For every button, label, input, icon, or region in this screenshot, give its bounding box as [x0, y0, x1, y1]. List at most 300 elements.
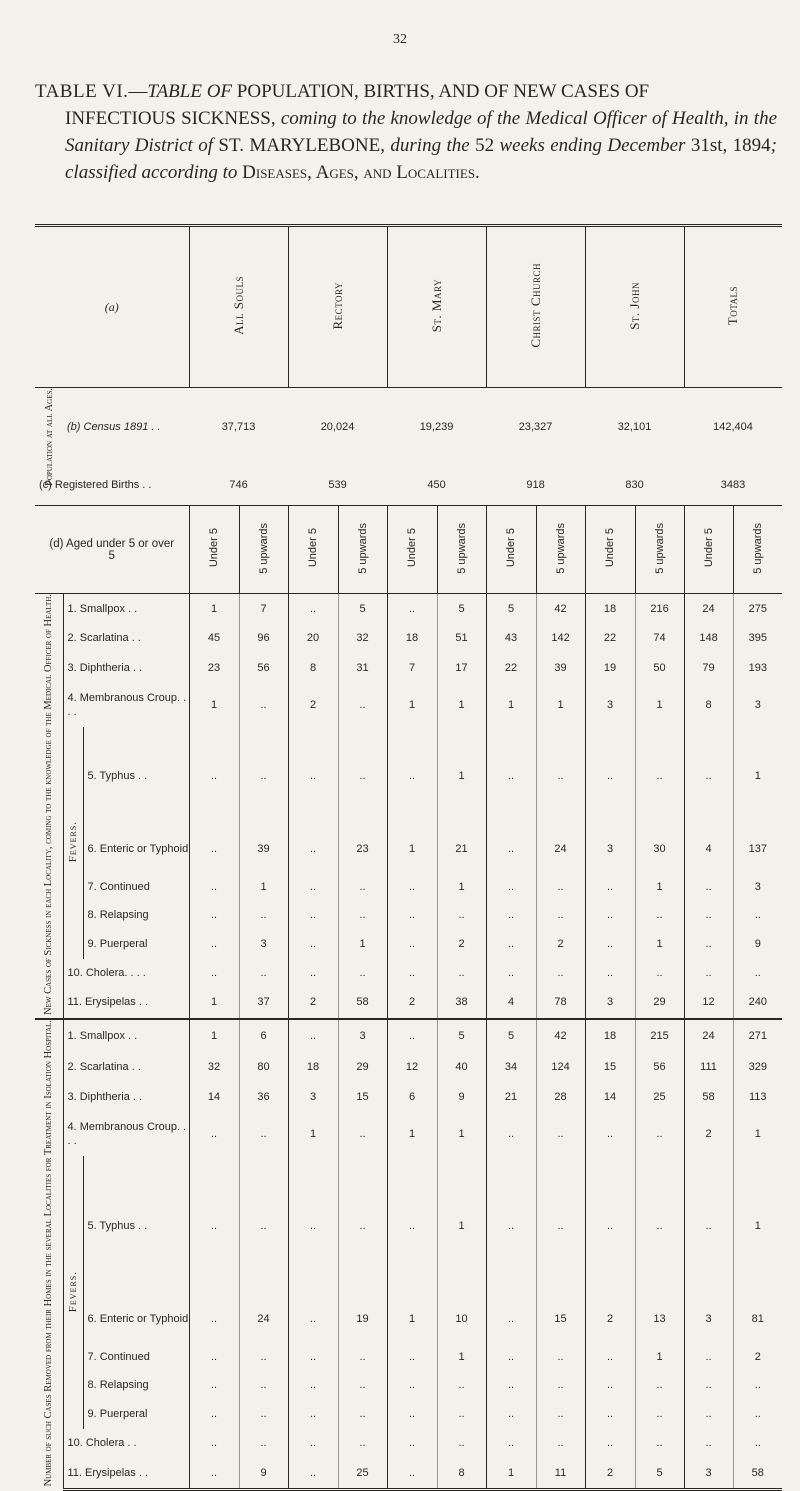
heading-weeks-ending: weeks ending December — [499, 135, 686, 156]
case-count: .. — [536, 873, 585, 901]
case-count: 4 — [684, 825, 733, 873]
table-label: TABLE VI. — [35, 81, 129, 102]
case-count: .. — [585, 901, 635, 929]
case-count: .. — [733, 959, 782, 987]
case-count: 3 — [733, 873, 782, 901]
case-count: .. — [288, 1371, 338, 1399]
case-count: 1 — [635, 683, 684, 727]
case-count: 142 — [536, 624, 585, 653]
case-count: 216 — [635, 594, 684, 624]
census-value: 37,713 — [189, 388, 288, 466]
heading-infectious: INFECTIOUS SICKNESS, — [65, 108, 276, 129]
case-count: 42 — [536, 1019, 585, 1053]
case-count: .. — [288, 1457, 338, 1489]
case-count: 113 — [733, 1082, 782, 1112]
age-column-text: Under 5 — [307, 528, 320, 568]
census-value: 23,327 — [486, 388, 585, 466]
case-count: .. — [338, 683, 387, 727]
case-count: .. — [189, 727, 239, 825]
age-column-header — [387, 506, 437, 594]
case-count: .. — [684, 901, 733, 929]
disease-label: 2. Scarlatina . . — [63, 624, 189, 653]
district-name: St. Mary — [428, 278, 444, 333]
case-count: .. — [288, 1295, 338, 1343]
section-title: Number of such Cases Removed from their Homes in the several Localities for Treatment in Isolation Hospital. — [43, 1019, 55, 1487]
case-count: 79 — [684, 653, 733, 683]
case-count: 8 — [288, 653, 338, 683]
case-count: .. — [585, 727, 635, 825]
age-column-text: 5 upwards — [257, 522, 270, 574]
case-count: .. — [684, 929, 733, 959]
case-count: .. — [635, 727, 684, 825]
case-count: .. — [585, 873, 635, 901]
disease-label: 4. Membranous Croup. . . . — [63, 683, 189, 727]
disease-row — [35, 1112, 782, 1156]
case-count: 1 — [635, 873, 684, 901]
case-count: .. — [486, 1295, 536, 1343]
births-value: 3483 — [720, 479, 746, 492]
disease-label: 6. Enteric or Typhoid — [83, 825, 189, 873]
case-count: 9 — [239, 1457, 288, 1489]
case-count: 124 — [536, 1053, 585, 1082]
case-count: 24 — [684, 1019, 733, 1053]
case-count: .. — [387, 727, 437, 825]
case-count: 24 — [239, 1295, 288, 1343]
case-count: .. — [536, 1399, 585, 1429]
case-count: 39 — [239, 825, 288, 873]
case-count: .. — [387, 1399, 437, 1429]
births-value: 539 — [328, 479, 347, 492]
case-count: .. — [338, 1156, 387, 1295]
age-column-header — [733, 506, 782, 594]
case-count: .. — [486, 1112, 536, 1156]
case-count: .. — [585, 1371, 635, 1399]
case-count: 50 — [635, 653, 684, 683]
case-count: 25 — [635, 1082, 684, 1112]
case-count: 24 — [536, 825, 585, 873]
case-count: .. — [486, 929, 536, 959]
age-column-header — [239, 506, 288, 594]
disease-label: 9. Puerperal — [83, 1399, 189, 1429]
case-count: 30 — [635, 825, 684, 873]
case-count: 29 — [338, 1053, 387, 1082]
case-count: .. — [585, 1429, 635, 1457]
case-count: .. — [338, 1112, 387, 1156]
case-count: 13 — [635, 1295, 684, 1343]
age-column-text: 5 upwards — [751, 522, 764, 574]
case-count: 58 — [338, 987, 387, 1019]
case-count: 2 — [288, 987, 338, 1019]
case-count: 2 — [437, 929, 486, 959]
case-count: 78 — [536, 987, 585, 1019]
disease-row — [35, 825, 782, 873]
age-column-header — [189, 506, 239, 594]
case-count: .. — [387, 1429, 437, 1457]
case-count: .. — [486, 1156, 536, 1295]
case-count: .. — [288, 1156, 338, 1295]
disease-label: 6. Enteric or Typhoid — [83, 1295, 189, 1343]
disease-label: 8. Relapsing — [83, 901, 189, 929]
case-count: .. — [387, 929, 437, 959]
case-count: 2 — [387, 987, 437, 1019]
case-count: 80 — [239, 1053, 288, 1082]
case-count: .. — [585, 1112, 635, 1156]
disease-label: 5. Typhus . . — [83, 727, 189, 825]
case-count: 3 — [585, 683, 635, 727]
disease-label: 10. Cholera . . — [63, 1429, 189, 1457]
case-count: 39 — [536, 653, 585, 683]
case-count: 1 — [733, 1156, 782, 1295]
disease-row — [35, 1053, 782, 1082]
age-column-text: Under 5 — [702, 528, 715, 568]
case-count: .. — [288, 959, 338, 987]
case-count: 12 — [684, 987, 733, 1019]
case-count: 15 — [536, 1295, 585, 1343]
case-count: 1 — [387, 1295, 437, 1343]
disease-label: 7. Continued — [83, 1343, 189, 1371]
case-count: 56 — [635, 1053, 684, 1082]
case-count: .. — [239, 1156, 288, 1295]
case-count: .. — [536, 727, 585, 825]
census-row — [35, 388, 782, 466]
disease-row — [35, 1019, 782, 1053]
case-count: 1 — [486, 683, 536, 727]
case-count: .. — [486, 901, 536, 929]
case-count: 58 — [733, 1457, 782, 1489]
heading-during: during the — [385, 135, 470, 156]
case-count: 25 — [338, 1457, 387, 1489]
case-count: 29 — [635, 987, 684, 1019]
case-count: .. — [189, 1112, 239, 1156]
case-count: .. — [338, 873, 387, 901]
disease-row — [35, 959, 782, 987]
section-label — [35, 594, 63, 1019]
case-count: 37 — [239, 987, 288, 1019]
case-count: .. — [486, 1343, 536, 1371]
case-count: .. — [684, 1429, 733, 1457]
case-count: 7 — [239, 594, 288, 624]
disease-label: 3. Diphtheria . . — [63, 1082, 189, 1112]
case-count: .. — [387, 594, 437, 624]
case-count: 395 — [733, 624, 782, 653]
case-count: .. — [288, 1399, 338, 1429]
case-count: 8 — [437, 1457, 486, 1489]
age-column-header — [536, 506, 585, 594]
disease-row — [35, 1399, 782, 1429]
case-count: 6 — [387, 1082, 437, 1112]
case-count: .. — [338, 1371, 387, 1399]
case-count: .. — [536, 1371, 585, 1399]
case-count: 2 — [536, 929, 585, 959]
page-number: 32 — [393, 32, 407, 47]
case-count: .. — [189, 873, 239, 901]
case-count: 10 — [437, 1295, 486, 1343]
case-count: .. — [635, 1156, 684, 1295]
case-count: .. — [239, 1112, 288, 1156]
case-count: 1 — [437, 1112, 486, 1156]
case-count: .. — [239, 901, 288, 929]
case-count: .. — [733, 1399, 782, 1429]
case-count: 32 — [189, 1053, 239, 1082]
case-count: 1 — [288, 1112, 338, 1156]
case-count: .. — [733, 1371, 782, 1399]
case-count: 28 — [536, 1082, 585, 1112]
case-count: 5 — [437, 594, 486, 624]
disease-row — [35, 594, 782, 624]
disease-label: 7. Continued — [83, 873, 189, 901]
age-label: (d) Aged under 5 or over 5 — [35, 506, 189, 594]
case-count: .. — [239, 1429, 288, 1457]
age-column-text: 5 upwards — [653, 522, 666, 574]
fevers-text: Fevers. — [67, 1270, 79, 1312]
census-value: 32,101 — [585, 388, 684, 466]
case-count: .. — [189, 825, 239, 873]
case-count: 1 — [189, 1019, 239, 1053]
case-count: 1 — [536, 683, 585, 727]
heading-date: 31st, 1894 — [685, 135, 771, 156]
case-count: 1 — [338, 929, 387, 959]
case-count: .. — [387, 1156, 437, 1295]
case-count: 43 — [486, 624, 536, 653]
age-column-header — [338, 506, 387, 594]
case-count: 6 — [239, 1019, 288, 1053]
case-count: .. — [387, 901, 437, 929]
district-header — [486, 226, 585, 388]
fevers-group-label — [63, 727, 83, 959]
statistics-table — [35, 224, 782, 1491]
age-column-header — [635, 506, 684, 594]
case-count: .. — [189, 1371, 239, 1399]
case-count: 137 — [733, 825, 782, 873]
case-count: .. — [733, 901, 782, 929]
case-count: 5 — [437, 1019, 486, 1053]
case-count: 32 — [338, 624, 387, 653]
case-count: 18 — [585, 1019, 635, 1053]
case-count: .. — [288, 594, 338, 624]
table-heading — [35, 78, 777, 186]
disease-label: 8. Relapsing — [83, 1371, 189, 1399]
disease-row — [35, 1156, 782, 1295]
heading-district: ST. MARYLEBONE, — [213, 135, 385, 156]
case-count: 45 — [189, 624, 239, 653]
case-count: 23 — [189, 653, 239, 683]
case-count: .. — [338, 1343, 387, 1371]
case-count: 1 — [239, 873, 288, 901]
case-count: .. — [536, 901, 585, 929]
case-count: 3 — [239, 929, 288, 959]
births-value: 830 — [625, 479, 644, 492]
case-count: .. — [585, 959, 635, 987]
case-count: .. — [684, 1371, 733, 1399]
case-count: 3 — [585, 987, 635, 1019]
case-count: .. — [536, 1343, 585, 1371]
case-count: .. — [684, 727, 733, 825]
case-count: .. — [387, 959, 437, 987]
title-italic: TABLE OF — [147, 81, 233, 102]
case-count: .. — [189, 1429, 239, 1457]
case-count: .. — [387, 873, 437, 901]
case-count: .. — [536, 1112, 585, 1156]
heading-continuation — [35, 105, 777, 186]
case-count: .. — [635, 1399, 684, 1429]
age-column-text: 5 upwards — [455, 522, 468, 574]
case-count: .. — [585, 929, 635, 959]
case-count: 38 — [437, 987, 486, 1019]
case-count: 12 — [387, 1053, 437, 1082]
case-count: .. — [733, 1429, 782, 1457]
case-count: .. — [189, 929, 239, 959]
disease-label: 2. Scarlatina . . — [63, 1053, 189, 1082]
age-column-text: Under 5 — [406, 528, 419, 568]
case-count: 1 — [733, 727, 782, 825]
disease-label: 5. Typhus . . — [83, 1156, 189, 1295]
age-column-header — [486, 506, 536, 594]
case-count: 40 — [437, 1053, 486, 1082]
district-header — [189, 226, 288, 388]
case-count: .. — [338, 959, 387, 987]
case-count: .. — [288, 901, 338, 929]
disease-label: 4. Membranous Croup. . . . — [63, 1112, 189, 1156]
case-count: 18 — [387, 624, 437, 653]
fevers-text: Fevers. — [67, 820, 79, 862]
case-count: .. — [387, 1457, 437, 1489]
disease-row — [35, 873, 782, 901]
disease-label: 11. Erysipelas . . — [63, 987, 189, 1019]
corner-label: (a) — [35, 226, 189, 388]
case-count: 2 — [733, 1343, 782, 1371]
case-count: 34 — [486, 1053, 536, 1082]
case-count: .. — [437, 1429, 486, 1457]
case-count: .. — [338, 727, 387, 825]
case-count: 14 — [585, 1082, 635, 1112]
case-count: 3 — [733, 683, 782, 727]
case-count: .. — [239, 1343, 288, 1371]
case-count: .. — [338, 901, 387, 929]
case-count: .. — [288, 1019, 338, 1053]
case-count: .. — [486, 1429, 536, 1457]
case-count: .. — [288, 727, 338, 825]
case-count: .. — [387, 1343, 437, 1371]
case-count: 2 — [288, 683, 338, 727]
disease-row — [35, 683, 782, 727]
case-count: .. — [189, 1295, 239, 1343]
case-count: .. — [189, 959, 239, 987]
disease-row — [35, 624, 782, 653]
case-count: .. — [189, 1399, 239, 1429]
disease-label: 9. Puerperal — [83, 929, 189, 959]
case-count: .. — [239, 959, 288, 987]
case-count: 2 — [585, 1457, 635, 1489]
case-count: 20 — [288, 624, 338, 653]
case-count: 23 — [338, 825, 387, 873]
district-name: Christ Church — [527, 263, 543, 348]
births-value: 450 — [427, 479, 446, 492]
census-value: 20,024 — [288, 388, 387, 466]
census-value: 142,404 — [684, 388, 782, 466]
case-count: 9 — [733, 929, 782, 959]
case-count: 18 — [585, 594, 635, 624]
district-header — [585, 226, 684, 388]
case-count: .. — [684, 959, 733, 987]
disease-label: 11. Erysipelas . . — [63, 1457, 189, 1489]
case-count: 1 — [437, 1156, 486, 1295]
case-count: .. — [189, 1457, 239, 1489]
population-group-text: Population at all Ages. — [43, 388, 55, 487]
heading-classify: Diseases, Ages, and Localities. — [237, 162, 480, 183]
case-count: .. — [536, 1429, 585, 1457]
fevers-group-label — [63, 1156, 83, 1429]
case-count: .. — [684, 1399, 733, 1429]
case-count: 3 — [684, 1457, 733, 1489]
case-count: 215 — [635, 1019, 684, 1053]
case-count: 21 — [486, 1082, 536, 1112]
heading-weeks: 52 — [469, 135, 500, 156]
district-name: Totals — [725, 285, 741, 326]
case-count: .. — [635, 1371, 684, 1399]
case-count: 42 — [536, 594, 585, 624]
disease-row — [35, 727, 782, 825]
case-count: .. — [684, 873, 733, 901]
case-count: .. — [437, 1371, 486, 1399]
case-count: .. — [288, 1429, 338, 1457]
case-count: 148 — [684, 624, 733, 653]
disease-label: 1. Smallpox . . — [63, 1019, 189, 1053]
case-count: 96 — [239, 624, 288, 653]
case-count: .. — [635, 1112, 684, 1156]
case-count: 36 — [239, 1082, 288, 1112]
case-count: 1 — [189, 683, 239, 727]
case-count: 3 — [684, 1295, 733, 1343]
case-count: 1 — [437, 683, 486, 727]
case-count: 5 — [338, 594, 387, 624]
case-count: .. — [288, 1343, 338, 1371]
case-count: 31 — [338, 653, 387, 683]
district-name: Rectory — [329, 281, 345, 330]
district-name: All Souls — [230, 276, 246, 335]
case-count: .. — [239, 727, 288, 825]
case-count: 1 — [437, 1343, 486, 1371]
births-value: 746 — [229, 479, 248, 492]
age-column-header — [684, 506, 733, 594]
case-count: 4 — [486, 987, 536, 1019]
case-count: 11 — [536, 1457, 585, 1489]
case-count: 15 — [338, 1082, 387, 1112]
case-count: 1 — [189, 987, 239, 1019]
births-label: (c) Registered Births . . — [39, 479, 152, 492]
case-count: 5 — [486, 594, 536, 624]
age-column-text: 5 upwards — [356, 522, 369, 574]
disease-row — [35, 901, 782, 929]
case-count: .. — [486, 873, 536, 901]
disease-row — [35, 1429, 782, 1457]
case-count: 19 — [338, 1295, 387, 1343]
case-count: .. — [239, 1371, 288, 1399]
case-count: 193 — [733, 653, 782, 683]
case-count: .. — [486, 727, 536, 825]
district-header-row — [35, 226, 782, 388]
case-count: .. — [338, 1399, 387, 1429]
age-column-text: 5 upwards — [554, 522, 567, 574]
case-count: .. — [635, 1429, 684, 1457]
section-title: New Cases of Sickness in each Locality, coming to the knowledge of the Medical Officer of Health. — [43, 594, 55, 1015]
heading-dash: — — [128, 81, 148, 102]
disease-row — [35, 987, 782, 1019]
age-column-header — [585, 506, 635, 594]
case-count: 240 — [733, 987, 782, 1019]
disease-row — [35, 653, 782, 683]
case-count: 1 — [437, 727, 486, 825]
case-count: .. — [585, 1156, 635, 1295]
